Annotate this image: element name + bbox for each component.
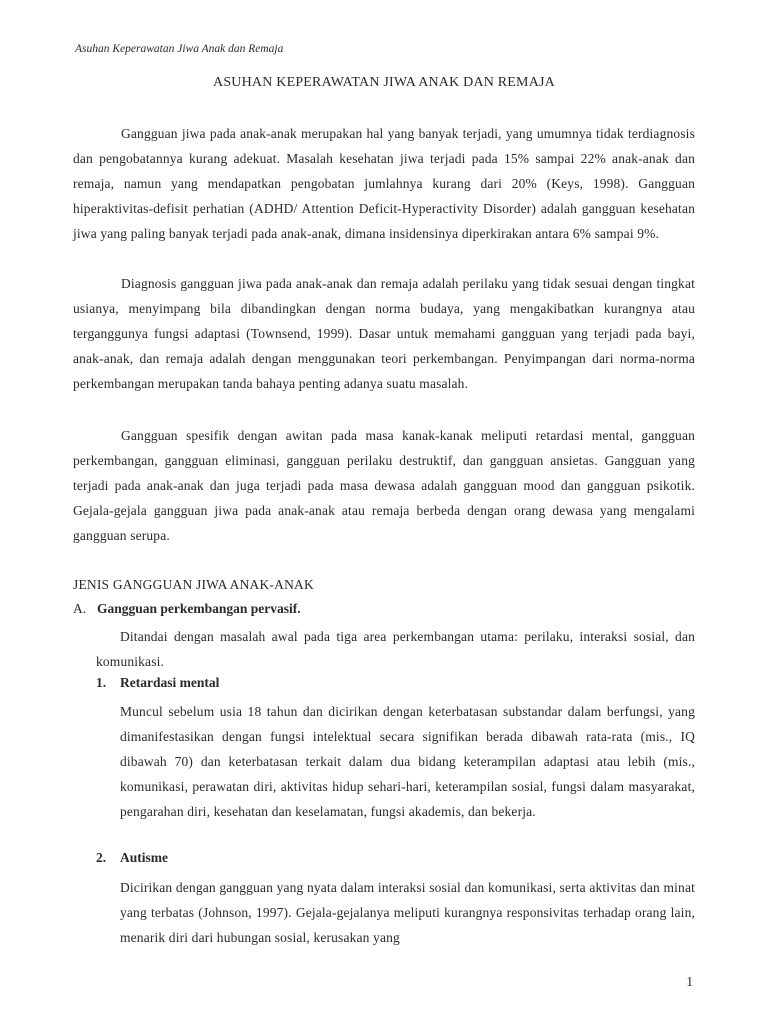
document-title: ASUHAN KEPERAWATAN JIWA ANAK DAN REMAJA [213, 75, 555, 90]
subsection-title: Gangguan perkembangan pervasif. [97, 601, 301, 616]
running-header: Asuhan Keperawatan Jiwa Anak dan Remaja [75, 43, 284, 55]
subsection-intro: Ditandai dengan masalah awal pada tiga area perkembangan utama: perilaku, interaksi sosial, dan komunikasi. [96, 629, 695, 669]
paragraph-3: Gangguan spesifik dengan awitan pada masa kanak-kanak meliputi retardasi mental, gangguan perkembangan, gangguan eliminasi, gangguan perilaku destruktif, dan gangguan ansietas. Gangguan yang terjadi pada anak-anak dan juga terjadi pada masa dewasa adalah gangguan mood dan gangguan psikotik. Gejala-gejala gangguan jiwa pada anak-anak atau remaja berbeda dengan orang dewasa yang mengalami gangguan serupa. [73, 428, 695, 543]
item-1-marker: 1. [96, 675, 107, 690]
page-number: 1 [686, 974, 693, 989]
item-2-title: Autisme [120, 850, 168, 865]
paragraph-2: Diagnosis gangguan jiwa pada anak-anak dan remaja adalah perilaku yang tidak sesuai dengan tingkat usianya, menyimpang bila dibandingkan dengan norma budaya, yang mengakibatkan kurangnya atau terganggunya fungsi adaptasi (Townsend, 1999). Dasar untuk memahami gangguan yang terjadi pada bayi, anak-anak, dan remaja adalah dengan menggunakan teori perkembangan. Penyimpangan dari norma-norma perkembangan merupakan tanda bahaya penting adanya suatu masalah. [73, 276, 695, 391]
item-2-text: Dicirikan dengan gangguan yang nyata dalam interaksi sosial dan komunikasi, serta aktivitas dan minat yang terbatas (Johnson, 1997). Gejala-gejalanya meliputi kurangnya responsivitas terhadap orang lain, menarik diri dari hubungan sosial, kerusakan yang [120, 880, 695, 945]
item-2-marker: 2. [96, 850, 107, 865]
paragraph-1: Gangguan jiwa pada anak-anak merupakan hal yang banyak terjadi, yang umumnya tidak terdiagnosis dan pengobatannya kurang adekuat. Masalah kesehatan jiwa terjadi pada 15% sampai 22% anak-anak dan remaja, namun yang mendapatkan pengobatan jumlahnya kurang dari 20% (Keys, 1998). Gangguan hiperaktivitas-defisit perhatian (ADHD/ Attention Deficit-Hyperactivity Disorder) adalah gangguan kesehatan jiwa yang paling banyak terjadi pada anak-anak, dimana insidensinya diperkirakan antara 6% sampai 9%. [73, 126, 695, 241]
subsection-marker: A. [73, 601, 87, 616]
item-1-title: Retardasi mental [120, 675, 220, 690]
section-heading: JENIS GANGGUAN JIWA ANAK-ANAK [73, 577, 314, 592]
item-1-text: Muncul sebelum usia 18 tahun dan dicirikan dengan keterbatasan substandar dalam berfungsi, yang dimanifestasikan dengan fungsi intelektual secara signifikan berada dibawah rata-rata (mis., IQ dibawah 70) dan keterbatasan terkait dalam dua bidang keterampilan adaptasi atau lebih (mis., komunikasi, perawatan diri, aktivitas hidup sehari-hari, keterampilan sosial, fungsi dalam masyarakat, pengarahan diri, kesehatan dan keselamatan, fungsi akademis, dan bekerja. [120, 704, 695, 819]
